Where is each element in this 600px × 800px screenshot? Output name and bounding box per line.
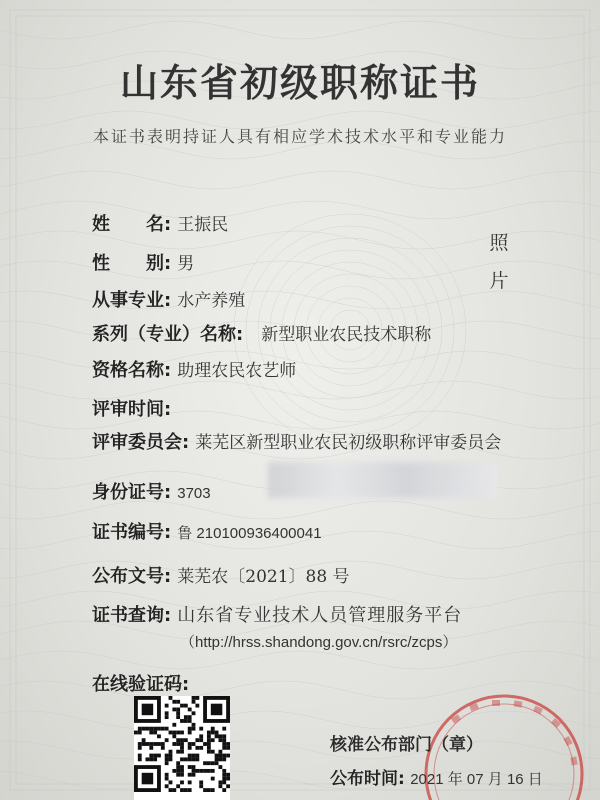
series-row xyxy=(92,320,431,346)
qualification-row xyxy=(92,356,296,382)
qualification-label: 资格名称: xyxy=(92,360,172,381)
verify-code-row xyxy=(92,670,189,696)
review-time-row xyxy=(92,395,171,421)
query-value: 山东省专业技术人员管理服务平台 xyxy=(177,605,463,626)
id-number-row xyxy=(92,478,211,504)
gender-label: 性 别: xyxy=(92,253,172,274)
qr-code[interactable] xyxy=(134,696,230,800)
series-label: 系列（专业）名称: xyxy=(92,324,244,345)
doc-number-row xyxy=(92,562,350,588)
name-label: 姓 名: xyxy=(92,214,172,235)
cert-number-value: 鲁 210100936400041 xyxy=(177,525,322,542)
redacted-id-area xyxy=(268,462,498,498)
approval-department-label: 核准公布部门（章） xyxy=(330,735,483,755)
profession-value: 水产养殖 xyxy=(177,291,246,311)
query-row xyxy=(92,601,462,627)
name-value: 王振民 xyxy=(177,215,229,235)
publish-time-row xyxy=(330,764,543,789)
review-time-label: 评审时间: xyxy=(92,399,172,420)
committee-value: 莱芜区新型职业农民初级职称评审委员会 xyxy=(195,433,502,453)
cert-number-label: 证书编号: xyxy=(92,522,172,543)
certificate-title: 山东省初级职称证书 xyxy=(119,60,480,105)
id-number-value: 3703 xyxy=(177,485,211,502)
committee-label: 评审委员会: xyxy=(92,432,190,453)
series-value: 新型职业农民技术职称 xyxy=(261,325,432,345)
gender-value: 男 xyxy=(177,254,195,274)
profession-row xyxy=(92,286,245,312)
photo-label-char: 照 xyxy=(489,232,509,254)
publish-date: 2021 年 07 月 16 日 xyxy=(410,771,543,788)
committee-row xyxy=(92,428,501,454)
photo-label-char: 片 xyxy=(489,270,509,292)
qualification-value: 助理农民农艺师 xyxy=(177,361,297,381)
query-url-row xyxy=(180,630,457,652)
doc-number-label: 公布文号: xyxy=(92,566,172,587)
profession-label: 从事专业: xyxy=(92,290,172,311)
verify-code-label: 在线验证码: xyxy=(92,674,190,695)
doc-number-value: 莱芜农〔2021〕88 号 xyxy=(177,567,350,587)
certificate-subtitle: 本证书表明持证人具有相应学术技术水平和专业能力 xyxy=(92,127,507,146)
publish-time-label: 公布时间: xyxy=(330,769,405,789)
cert-number-row xyxy=(92,518,322,544)
query-url: （http://hrss.shandong.gov.cn/rsrc/zcps） xyxy=(180,634,458,651)
id-number-label: 身份证号: xyxy=(92,482,172,503)
photo-placeholder xyxy=(484,224,514,300)
gender-row xyxy=(92,249,194,275)
name-row xyxy=(92,210,228,236)
query-label: 证书查询: xyxy=(92,605,172,626)
